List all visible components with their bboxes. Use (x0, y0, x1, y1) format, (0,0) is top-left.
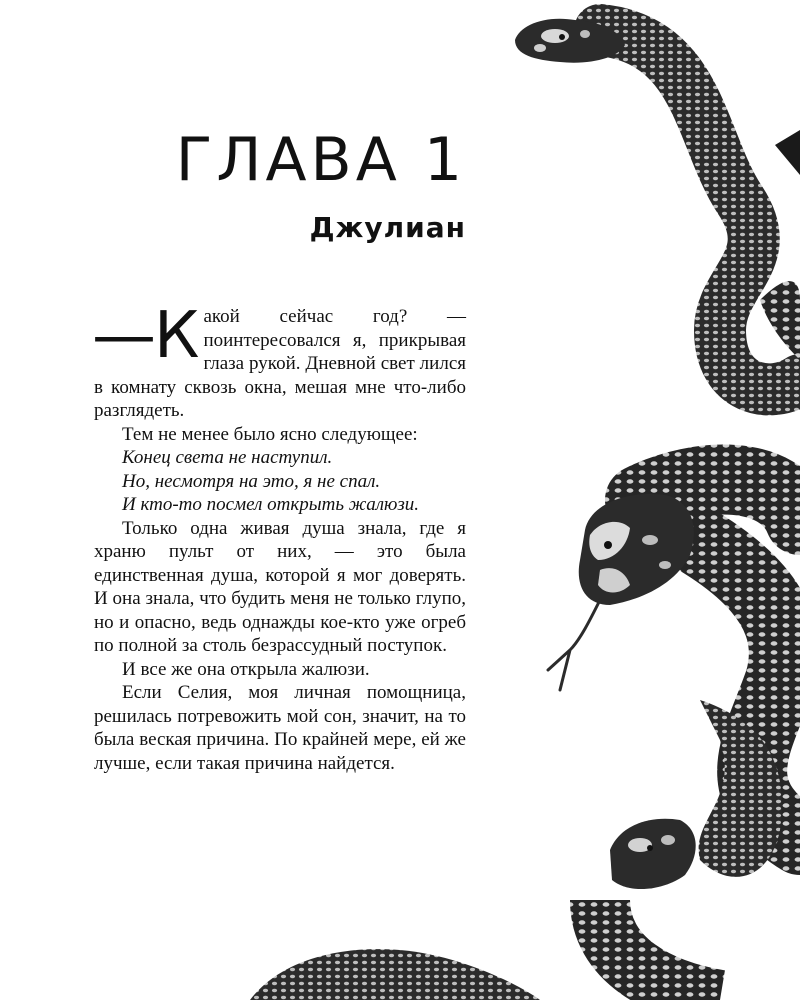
paragraph-8: Если Селия, моя личная помощница, решилась потревожить мой сон, значит, на то была веская причина. По крайней мере, ей же лучше, если такая причина найдется. (94, 682, 466, 774)
snake-body-bottom-left (250, 949, 540, 1000)
body-text (92, 299, 466, 775)
paragraph-2: Тем не менее было ясно следующее: (122, 423, 418, 445)
snake-head-middle (548, 494, 694, 690)
snake-head-bottom (610, 819, 696, 889)
snake-body-top (600, 30, 800, 389)
drop-cap: —К (92, 299, 198, 373)
paragraph-4: Но, несмотря на это, я не спал. (122, 470, 381, 492)
paragraph-1 (92, 299, 466, 423)
paragraph-7: И все же она открыла жалюзи. (122, 658, 370, 680)
paragraph-5: И кто-то посмел открыть жалюзи. (122, 494, 420, 515)
snake-body-bottom-right (600, 900, 720, 1000)
paragraph-6: Только одна живая душа знала, где я храню пульт от них, — это была единственная душа, которой я мог доверять. И она знала, что будить меня не только глупо, но и опасно, ведь однажды кое-кто уже огреб по полной за столь безрассудный поступок. (94, 517, 466, 656)
paragraph-3: Конец света не наступил. (122, 447, 333, 468)
paragraph-1-text: акой сейчас год? — поинтересовался я, прикрывая глаза рукой. Дневной свет лился в комнату сквозь окна, мешая мне что-либо разглядеть. (94, 306, 466, 421)
chapter-subtitle: Джулиан (309, 211, 466, 244)
chapter-title: ГЛАВА 1 (175, 125, 466, 195)
